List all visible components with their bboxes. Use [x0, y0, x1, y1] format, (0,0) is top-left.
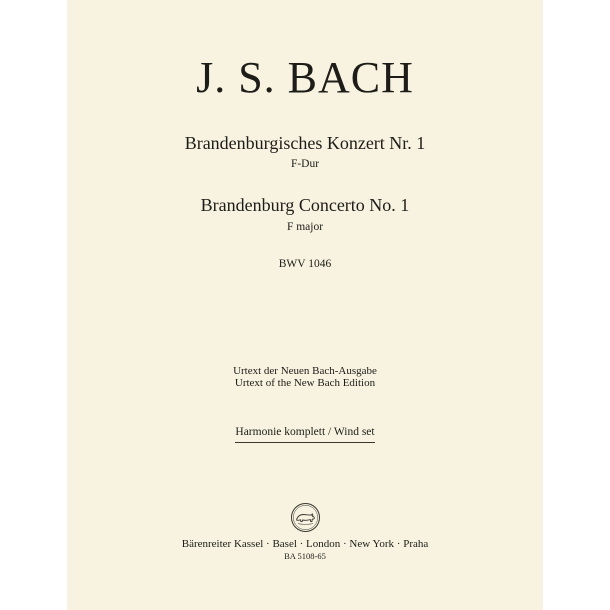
urtext-german: Urtext der Neuen Bach-Ausgabe [233, 365, 377, 377]
edition-block [67, 422, 543, 443]
baerenreiter-bear-logo-icon [290, 502, 321, 533]
title-german: Brandenburgisches Konzert Nr. 1 [184, 133, 426, 153]
bwv-number: BWV 1046 [278, 258, 332, 270]
key-english: F major [286, 221, 324, 233]
score-cover-page [67, 0, 543, 610]
edition-label: Harmonie komplett / Wind set [235, 426, 374, 443]
urtext-english: Urtext of the New Bach Edition [234, 377, 376, 389]
composer-name: J. S. BACH [196, 53, 414, 102]
title-english: Brandenburg Concerto No. 1 [200, 195, 410, 215]
catalog-number: BA 5108-65 [284, 551, 326, 561]
key-german: F-Dur [290, 158, 320, 170]
publisher-line: Bärenreiter Kassel · Basel · London · New York · Praha [181, 538, 429, 550]
